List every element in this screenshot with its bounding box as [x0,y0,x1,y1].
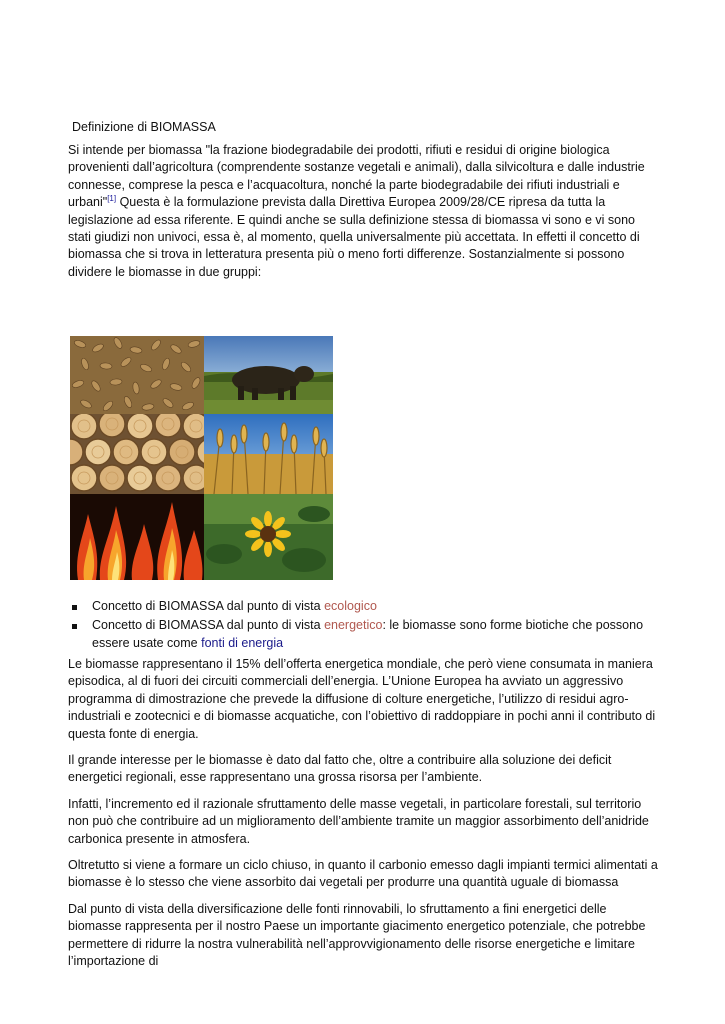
body-text [68,656,658,980]
stacked-logs-photo [70,414,204,494]
bullet-square-icon [72,605,77,610]
bullet-item-ecologico [68,598,658,615]
wood-pellets-photo [70,336,204,414]
intro-text-part1: Si intende per biomassa "la frazione biodegradabile dei prodotti, rifiuti e residui di origine biologica provenienti dall’agricoltura (comprendente sostanze vegetali e animali), dalla silvicoltura e dalle industrie connesse, comprese la pesca e l’acquacoltura, nonché la parte biodegradabile dei rifiuti industriali e urbani" [68,143,645,210]
body-paragraph: Dal punto di vista della diversificazione delle fonti rinnovabili, lo sfruttamento a fini energetici delle biomasse rappresenta per il nostro Paese un importante giacimento energetico potenziale, che potrebbe permettere di ridurre la nostra vulnerabilità nell’approvvigionamento delle risorse energetiche e limitare l’importazione di [68,901,646,969]
bullet-text: Concetto di BIOMASSA dal punto di vista [92,599,325,613]
bullet-text: Concetto di BIOMASSA dal punto di vista [92,618,325,633]
cow-pasture-photo [204,336,333,414]
intro-text-part2: Questa è la formulazione prevista dalla Direttiva Europea 2009/28/CE ripresa da tutta la legislazione ad essa riferente. E quindi anche se sulla definizione stessa di biomassa vi sono e vi sono stati giudizi non univoci, essa è, al momento, quella universalmente più accettata. In effetti il concetto di biomassa che si trova in letteratura presenta più o meno forti differenze. Sostanzialmente si possono dividere le biomasse in due gruppi: [68,195,640,279]
body-paragraph: Oltretutto si viene a formare un ciclo chiuso, in quanto il carbonio emesso dagli impianti termici alimentati a biomasse è lo stesso che viene assorbito dai vegetali per produrre una quantità uguale di biomassa [68,858,658,890]
document-title: Definizione di BIOMASSA [72,120,216,134]
fonti-di-energia-link[interactable]: fonti di energia [201,635,284,650]
fire-flames-photo [70,494,204,580]
body-paragraph: Il grande interesse per le biomasse è dato dal fatto che, oltre a contribuire alla soluzione dei deficit energetici regionali, esse rappresentano una grossa risorsa per l’ambiente. [68,753,612,785]
bullet-item-energetico [68,617,658,652]
ecologico-link[interactable]: ecologico [324,599,377,613]
intro-paragraph [68,142,658,281]
body-paragraph: Le biomasse rappresentano il 15% dell’offerta energetica mondiale, che però viene consumata in maniera episodica, al di fuori dei circuiti commerciali dell’energia. L’Unione Europea ha avviato un aggressivo programma di dimostrazione che prevede la diffusione di colture energetiche, l’utilizzo di residui agro-industriali e zootecnici e di biomasse acquatiche, con l’obiettivo di raddoppiare in pochi anni il contributo di questa fonte di energia. [68,657,656,741]
bullet-text-suffix: : le biomasse sono forme biotiche che possono essere usate come [92,618,644,650]
bullet-square-icon [72,624,77,629]
footnote-ref-link[interactable]: [1] [107,194,117,204]
biomass-collage-image [70,336,333,580]
energetico-link[interactable]: energetico [324,618,383,633]
body-paragraph: Infatti, l’incremento ed il razionale sfruttamento delle masse vegetali, in particolare forestali, sul territorio non può che contribuire ad un miglioramento dell’ambiente tramite un maggior assorbimento dell’anidride carbonica presente in atmosfera. [68,796,649,846]
wheat-field-photo [204,414,333,494]
sunflower-photo [204,494,333,580]
bullet-list [68,598,658,654]
